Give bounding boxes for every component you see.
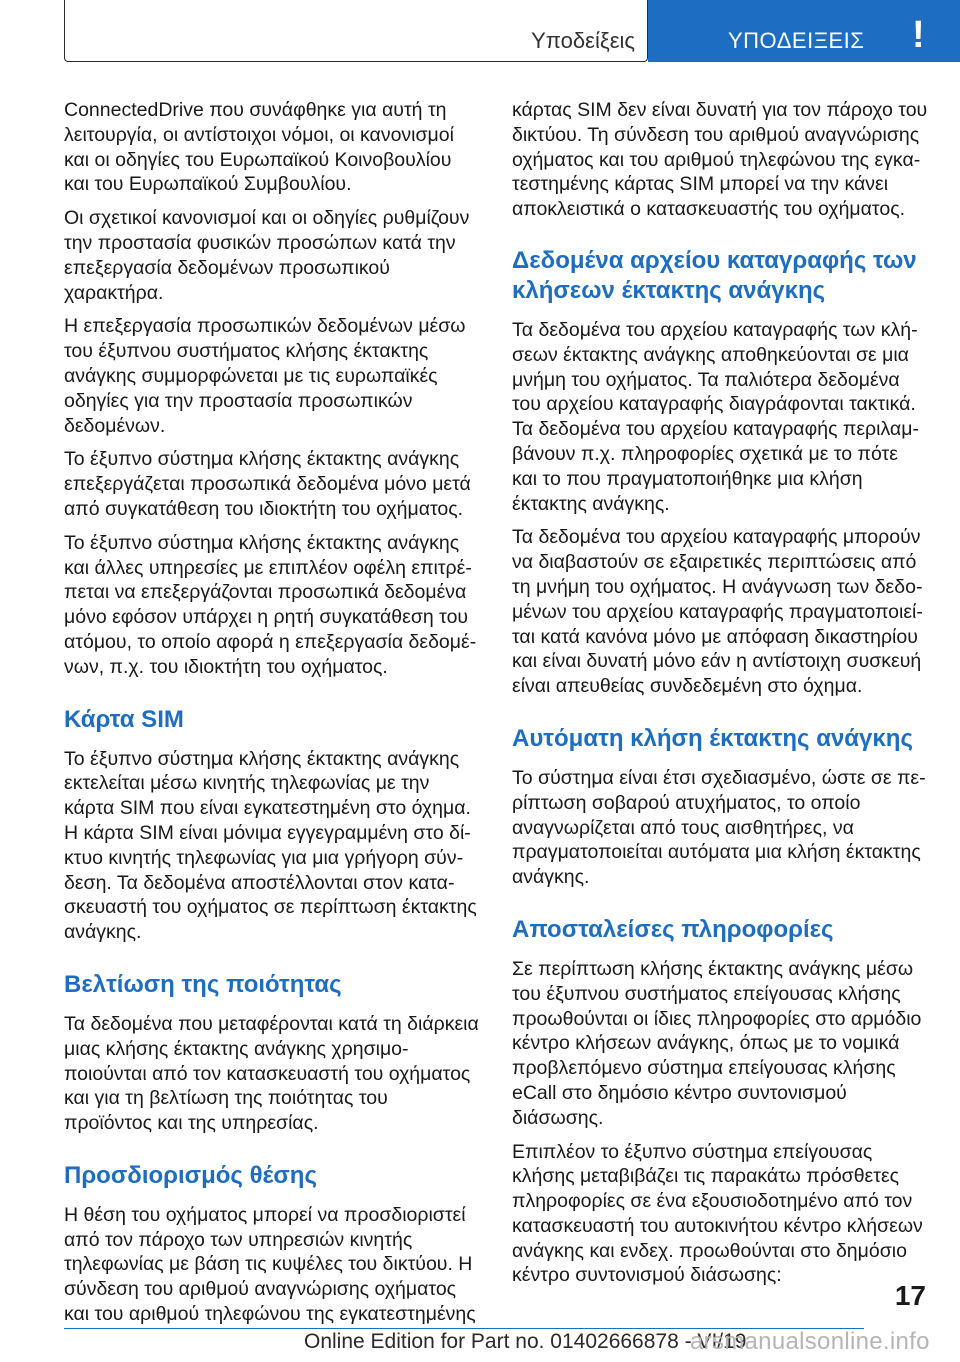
- heading-call-records: Δεδομένα αρχείου καταγραφής των κλήσεων έκτακτης ανάγκης: [512, 246, 917, 304]
- paragraph: Οι σχετικοί κανονισμοί και οι οδηγίες ρυθμίζουν την προστασία φυσικών προσώπων κατά την επεξεργασία δεδομένων προσωπικού χαρακτήρα.: [64, 207, 470, 304]
- paragraph: Το έξυπνο σύστημα κλήσης έκτακτης ανάγκης επεξεργάζεται προσωπικά δεδομένα μόνο μετά από συγκατάθεση του ιδιοκτήτη του οχήματος.: [64, 448, 471, 520]
- paragraph: Τα δεδομένα που μεταφέρονται κατά τη διάρκεια μιας κλήσης έκτακτης ανάγκης χρησιμοποιούνται από τον κατασκευαστή του οχήματος και για τη βελτίωση της ποιότητας του προϊόντος και της υπηρεσίας.: [64, 1012, 479, 1135]
- heading-sim-card: Κάρτα SIM: [64, 705, 184, 733]
- paragraph: Η επεξεργασία προσωπικών δεδομένων μέσω του έξυπνου συστήματος κλήσης έκτακτης ανάγκης συμμορφώνεται με τις ευρωπαϊκές οδηγίες για την προστασία προσωπικών δεδομένων.: [64, 315, 466, 437]
- paragraph: Τα δεδομένα του αρχείου καταγραφής μπορούν να διαβαστούν σε εξαιρετικές περιπτώσεις από τη μνήμη του οχήματος. Η ανάγνωση των δεδομένων του αρχείου καταγραφής πραγματοποιείται κατά κανόνα μόνο με απόφαση δικαστηρίου και είναι δυνατή μόνο εάν η αντίστοιχη συσκευή είναι απευθείας συνδεδεμένη στο όχημα.: [512, 526, 923, 698]
- heading-location: Προσδιορισμός θέσης: [64, 1161, 317, 1189]
- page-number: 17: [894, 1280, 926, 1311]
- header-chapter-box: [648, 0, 960, 62]
- heading-quality-improvement: Βελτίωση της ποιότητας: [64, 970, 342, 998]
- heading-automatic-call: Αυτόματη κλήση έκτακτης ανάγκης: [512, 724, 913, 752]
- heading-transmitted-info: Αποσταλείσες πληροφορίες: [512, 915, 834, 943]
- exclamation-icon: !: [912, 14, 925, 56]
- watermark: arsmanualsonline.info: [690, 1328, 930, 1355]
- paragraph: Η θέση του οχήματος μπορεί να προσδιοριστεί από τον πάροχο των υπηρεσιών κινητής τηλεφωνίας με βάση τις κυψέλες του δικτύου. Η σύνδεση του αριθμού αναγνώρισης οχήματος και του αριθμού τηλεφώνου της εγκατεστημένης: [64, 1203, 476, 1326]
- paragraph: Το σύστημα είναι έτσι σχεδιασμένο, ώστε σε περίπτωση σοβαρού ατυχήματος, το οποίο αναγνωρίζεται από τους αισθητήρες, να πραγματοποιείται αυτόματα μια κλήση έκτακτης ανάγκης.: [512, 766, 926, 889]
- footer-edition: Online Edition for Part no. 01402666878 - VI/19: [304, 1330, 747, 1353]
- page-footer: [0, 1280, 960, 1362]
- left-column: [64, 98, 480, 1336]
- header-section-box: [64, 0, 648, 62]
- header-chapter-title: ΥΠΟΔΕΙΞΕΙΣ: [728, 28, 865, 53]
- page-header: [64, 0, 960, 64]
- paragraph: Σε περίπτωση κλήσης έκτακτης ανάγκης μέσω του έξυπνου συστήματος επείγουσας κλήσης προωθούνται οι ίδιες πληροφορίες στο αρμόδιο κέντρο κλήσεων ανάγκης, όπως με το νομικά προβλεπόμενο σύστημα επείγουσας κλήσης eCall στο δημόσιο κέντρο συντονισμού διάσωσης.: [512, 957, 922, 1129]
- header-section-title: Υποδείξεις: [531, 28, 635, 53]
- paragraph: Επιπλέον το έξυπνο σύστημα επείγουσας κλήσης μεταβιβάζει τις παρακάτω πρόσθετες πληροφορίες σε ένα εξουσιοδοτημένο από τον κατασκευαστή του αυτοκινήτου κέντρο κλήσεων ανάγκης και ενδεχ. προωθούνται στο δημόσιο κέντρο συντονισμού διάσωσης:: [512, 1140, 923, 1287]
- right-column: [512, 98, 928, 1297]
- paragraph: Το έξυπνο σύστημα κλήσης έκτακτης ανάγκης και άλλες υπηρεσίες με επιπλέον οφέλη επιτρέπεται να επεξεργάζονται προσωπικά δεδομένα μόνο εφόσον υπάρχει η ρητή συγκατάθεση του ατόμου, το οποίο αφορά η επεξεργασία δεδομένων, π.χ. του ιδιοκτήτη του οχήματος.: [64, 531, 477, 678]
- paragraph: Το έξυπνο σύστημα κλήσης έκτακτης ανάγκης εκτελείται μέσω κινητής τηλεφωνίας με την κάρτα SIM που είναι εγκατεστημένη στο όχημα. Η κάρτα SIM είναι μόνιμα εγγεγραμμένη στο δίκτυο κινητής τηλεφωνίας για μια γρήγορη σύνδεση. Τα δεδομένα αποστέλλονται στον κατασκευαστή του οχήματος σε περίπτωση έκτακτης ανάγκης.: [64, 747, 477, 944]
- paragraph: ConnectedDrive που συνάφθηκε για αυτή τη λειτουργία, οι αντίστοιχοι νόμοι, οι κανονισμοί και οι οδηγίες του Ευρωπαϊκού Κοινοβουλίου και του Ευρωπαϊκού Συμβουλίου.: [64, 99, 454, 196]
- paragraph: Τα δεδομένα του αρχείου καταγραφής των κλήσεων έκτακτης ανάγκης αποθηκεύονται σε μια μνήμη του οχήματος. Τα παλιότερα δεδομένα του αρχείου καταγραφής διαγράφονται τακτικά. Τα δεδομένα του αρχείου καταγραφής περιλαμβάνουν π.χ. πληροφορίες σχετικά με το πότε και το που πραγματοποιήθηκε μια κλήση έκτακτης ανάγκης.: [512, 318, 919, 515]
- paragraph: κάρτας SIM δεν είναι δυνατή για τον πάροχο του δικτύου. Τη σύνδεση του αριθμού αναγνώρισης οχήματος και του αριθμού τηλεφώνου της εγκατεστημένης κάρτας SIM μπορεί να την κάνει αποκλειστικά ο κατασκευαστής του οχήματος.: [512, 99, 928, 221]
